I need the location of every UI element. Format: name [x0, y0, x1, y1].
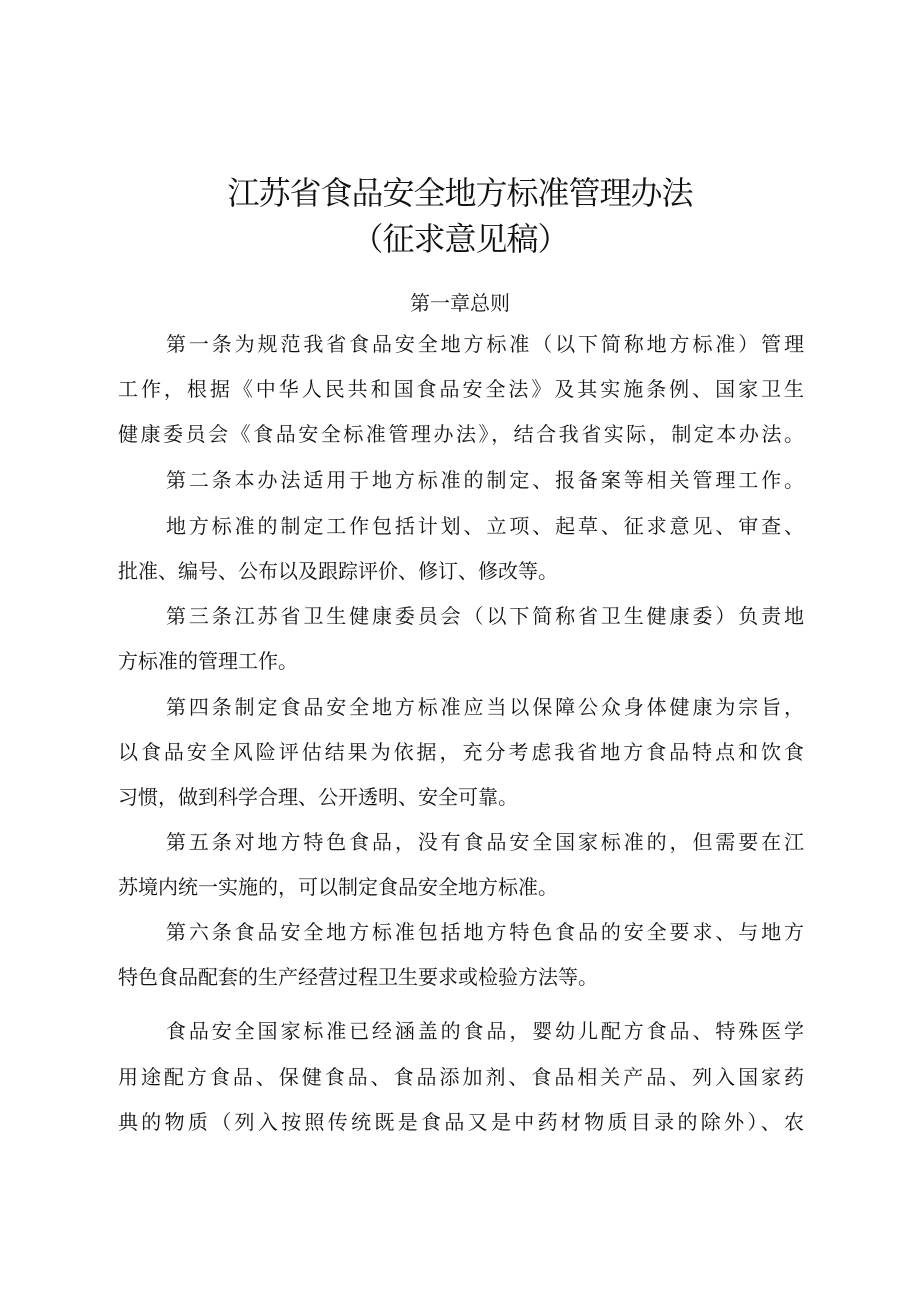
paragraph-line: 地方标准的制定工作包括计划、立项、起草、征求意见、审查、 [166, 514, 804, 538]
paragraph-line: 健康委员会《食品安全标准管理办法》，结合我省实际，制定本办法。 [118, 422, 804, 446]
paragraph-line: 工作，根据《中华人民共和国食品安全法》及其实施条例、国家卫生 [118, 377, 804, 401]
paragraph-line: 用途配方食品、保健食品、食品添加剂、食品相关产品、列入国家药 [118, 1065, 804, 1089]
paragraph-line: 第五条对地方特色食品，没有食品安全国家标准的，但需要在江 [166, 830, 804, 854]
paragraph-line: 第六条食品安全地方标准包括地方特色食品的安全要求、与地方 [166, 920, 804, 944]
paragraph-line: 第二条本办法适用于地方标准的制定、报备案等相关管理工作。 [166, 468, 804, 492]
paragraph-line: 食品安全国家标准已经涵盖的食品，婴幼儿配方食品、特殊医学 [166, 1019, 804, 1043]
paragraph-line: 第三条江苏省卫生健康委员会（以下简称省卫生健康委）负责地 [166, 604, 804, 628]
document-title: 江苏省食品安全地方标准管理办法 [227, 174, 693, 212]
document-subtitle: （征求意见稿） [351, 220, 569, 258]
paragraph-line: 方标准的管理工作。 [118, 649, 298, 673]
paragraph-line: 第一条为规范我省食品安全地方标准（以下简称地方标准）管理 [166, 332, 804, 356]
paragraph-line: 批准、编号、公布以及跟踪评价、修订、修改等。 [118, 559, 558, 583]
paragraph-line: 苏境内统一实施的，可以制定食品安全地方标准。 [118, 875, 558, 899]
paragraph-line: 第四条制定食品安全地方标准应当以保障公众身体健康为宗旨， [166, 695, 804, 719]
chapter-heading: 第一章总则 [410, 291, 510, 315]
paragraph-line: 以食品安全风险评估结果为依据，充分考虑我省地方食品特点和饮食 [118, 740, 804, 764]
paragraph-line: 典的物质（列入按照传统既是食品又是中药材物质目录的除外）、农 [118, 1110, 804, 1134]
paragraph-line: 特色食品配套的生产经营过程卫生要求或检验方法等。 [118, 965, 598, 989]
paragraph-line: 习惯，做到科学合理、公开透明、安全可靠。 [118, 785, 518, 809]
